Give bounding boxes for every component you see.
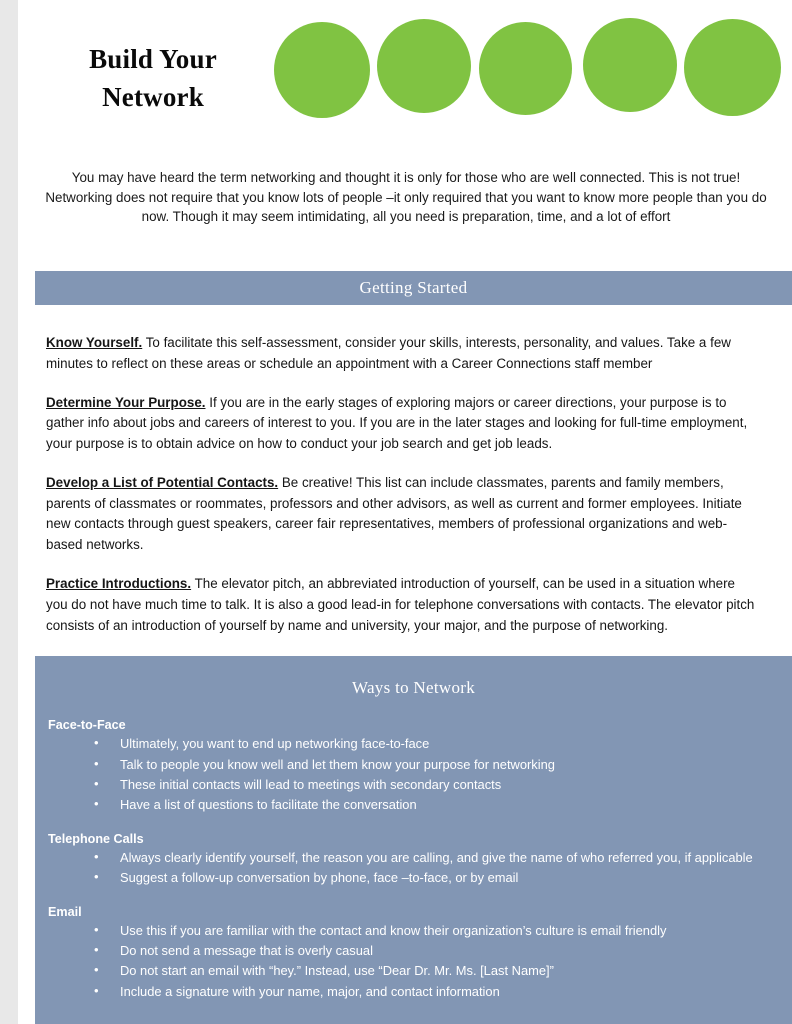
page-title (48, 40, 258, 117)
decorative-circle-1 (274, 22, 370, 118)
list-item: • These initial contacts will lead to meetings with secondary contacts (94, 775, 772, 795)
paragraph-lead-in: Know Yourself. (46, 335, 143, 351)
document-page (18, 0, 792, 1024)
network-method-group (35, 718, 792, 816)
network-method-bullet-list (48, 921, 772, 1003)
decorative-circle-4 (583, 18, 677, 112)
list-item: • Do not send a message that is overly casual (94, 941, 772, 961)
document-header (18, 0, 792, 150)
paragraph-text: Be creative! This list can include classmates, parents and family members, parents of classmates or roommates, professors and other advisors, as well as current and former employees. Initiate new contacts through guest speakers, career fair representatives, members of professional organizations and web-based networks. (46, 474, 742, 553)
getting-started-content (18, 305, 792, 636)
network-method-group (35, 832, 792, 889)
page-title-line-2: Network (102, 82, 204, 113)
intro-paragraph: You may have heard the term networking and thought it is only for those who are well connected. This is not true! Networking does not require that you know lots of people –it only required that you want to know more people than you do now. Though it may seem intimidating, all you need is preparation, time, and a lot of effort (45, 170, 767, 225)
page-title-line-1: Build Your (89, 44, 217, 74)
body-paragraph (46, 574, 758, 636)
list-item: • Do not start an email with “hey.” Instead, use “Dear Dr. Mr. Ms. [Last Name]” (94, 961, 772, 981)
ways-to-network-groups (35, 718, 792, 1002)
paragraph-text: If you are in the early stages of exploring majors or career directions, your purpose is to gather info about jobs and careers of interest to you. If you are in the later stages and looking for full-time employment, your purpose is to obtain advice on how to conduct your job search and get job leads. (46, 394, 748, 452)
network-method-title: Email (48, 904, 82, 919)
section-banner-getting-started: Getting Started (35, 271, 792, 305)
decorative-circle-5 (684, 19, 781, 116)
network-method-bullet-list (48, 734, 772, 816)
list-item: • Use this if you are familiar with the contact and know their organization’s culture is email friendly (94, 921, 772, 941)
paragraph-text: The elevator pitch, an abbreviated introduction of yourself, can be used in a situation where you do not have much time to talk. It is also a good lead-in for telephone conversations with contacts. The elevator pitch consists of an introduction of yourself by name and university, your major, and the purpose of networking. (46, 576, 755, 633)
body-paragraph (46, 473, 758, 556)
list-item: • Include a signature with your name, major, and contact information (94, 982, 772, 1002)
list-item: • Ultimately, you want to end up networking face-to-face (94, 734, 772, 754)
list-item: • Talk to people you know well and let them know your purpose for networking (94, 755, 772, 775)
decorative-circle-2 (377, 19, 471, 113)
network-method-bullet-list (48, 848, 772, 889)
paragraph-lead-in: Practice Introductions. (46, 576, 192, 591)
green-circles-decoration (256, 0, 792, 130)
section-banner-ways-to-network: Ways to Network (351, 678, 476, 698)
body-paragraph (46, 333, 758, 375)
list-item: • Suggest a follow-up conversation by phone, face –to-face, or by email (94, 868, 772, 888)
ways-to-network-block (35, 656, 792, 1024)
network-method-group (35, 905, 792, 1003)
body-paragraph (46, 393, 758, 455)
network-method-title: Face-to-Face (48, 718, 126, 733)
list-item: • Always clearly identify yourself, the reason you are calling, and give the name of who referred you, if applicable (94, 848, 772, 868)
list-item: • Have a list of questions to facilitate the conversation (94, 795, 772, 815)
paragraph-text: To facilitate this self-assessment, consider your skills, interests, personality, and values. Take a few minutes to reflect on these areas or schedule an appointment with a Career Connections staff member (46, 335, 731, 371)
paragraph-lead-in: Determine Your Purpose. (46, 394, 206, 410)
paragraph-lead-in: Develop a List of Potential Contacts. (46, 474, 279, 490)
network-method-title: Telephone Calls (48, 831, 144, 846)
decorative-circle-3 (479, 22, 572, 115)
